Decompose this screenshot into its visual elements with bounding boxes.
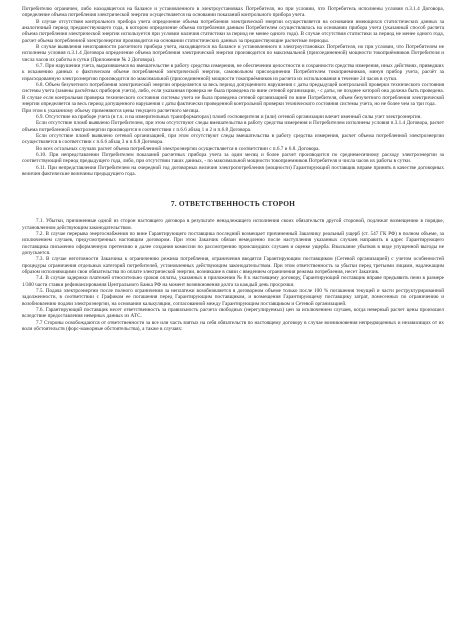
- paragraph: Если отсутствие пломб выявлено Потребителем, при этом отсутствуют следы вмешательства в работу средства измерения и Потребителем исполнены условия п.3.1.4 Договора, расчет объема потребленной электроэнергии производится в соответствии с п.6.6 абзац 1 и 2 и п.6.8 Договора.: [22, 120, 444, 133]
- paragraph: 7.7 Стороны освобождаются от ответственности за все или часть взятых на себя обязательств по настоящему договору в случае возникновения непредвиденных и независящих от их воли обстоятельств (форс-мажорные обстоятельства), а также в случаях:: [22, 319, 444, 333]
- paragraph: 7.3. В случае неготовности Заказчика к ограничению режима потребления, ограничения вводятся Гарантирующим поставщиком (Сетевой организацией) с учетом особенностей процедуры ограничения отдельных категорий потребителей, установленных действующим законодательством. При этом ответственность за убытки перед третьими лицами, надлежащим образом исполняющими свои обязательства по оплате электрической энергии, возникшие в связи с введением ограничения режима потребления, несет Заказчик.: [22, 256, 444, 276]
- paragraph: 6.8. Объем безучетного потребления электрической энергии определяется за весь период допущенного нарушения с даты предыдущей контрольной проверки технического состояния системы учета (замены расчётных приборов учета), либо, если указанная проверка не была проведена по вине сетевой организации, - с даты, не позднее которой она должна быть проведена. В случае если контрольная проверка технического состояния системы учета не была проведена сетевой организацией по вине Потребителя, объем безучетного потребления электрической энергии определяется за весь период допущенного нарушения с даты фактически проведенной контрольной проверки технического состояния системы учета, но не более чем за три года.: [22, 82, 444, 108]
- paragraph: 6.9. Отсутствие на приборе учета (в т.ч. и на измерительных трансформаторах) пломб госповерителя и (или) сетевой организации влечет именный силы учет электроэнергии.: [36, 113, 422, 120]
- paragraph: В случае отсутствия контрольного прибора учета определение объема потребления электрической энергии осуществляется на основании имеющихся статистических данных за аналогичный период предшествующего года, в котором определение объема потребления данным Потребителем осуществлялось на основании прибора учета (указанный способ расчета объема потребления электрической энергии используется при условии наличия статистики за период не менее одного года). В случае отсутствия статистики за период не менее одного года, расчет объема потребленной электроэнергии производится на основании статистических данных за предшествующие расчетные периоды.: [22, 18, 444, 44]
- spacer: [22, 177, 444, 190]
- paragraph: 7.5. Подача электроэнергии после полного ограничения за неплатежи возобновляется в договорном объеме только после 100 % погашения текущей и части реструктурированной задолженности, в соответствии с Графиком ее погашения перед Гарантирующим поставщиком, и возмещения Гарантирующему поставщику затрат, понесенных по ограничению и возобновлению подачи электроэнергии, на основании калькуляции, согласованной между Гарантирующим поставщиком и Сетевой организацией.: [22, 288, 444, 307]
- paragraph: 7.1. Убытки, причиненные одной из сторон настоящего договора в результате ненадлежащего исполнения своих обязательств другой стороной, подлежат возмещению в порядке, установленном действующим законодательством.: [22, 218, 444, 231]
- paragraph: 7.4. В случае задержки платежей относительно сроков оплаты, указанных в приложении № 8 к настоящему договору, Гарантирующий поставщик вправе предъявить пени в размере 1/300 части ставки рефинансирования Центрального Банка РФ на момент возникновения долга за каждый день просрочки.: [22, 275, 444, 288]
- paragraph: При этом к указанному объему применяются цены текущего расчетного месяца.: [22, 107, 200, 114]
- paragraph: 7.2. В случае перерыва энергоснабжения по вине Гарантирующего поставщика последний возмещает причиненный Заказчику реальный ущерб (ст. 547 ГК РФ) в полном объеме, за исключением случаев, предусмотренных настоящим договором. При этом Заказчик обязан немедленно после наступления указанных случаев направить в адрес Гарантирующего поставщика письменно оформленную претензию и далее создания комиссии по рассмотрению происшедших случаев и оценке ущерба. Взыскание убытков в виде упущенной выгоды не допускается.: [22, 230, 444, 256]
- section-heading: 7. ОТВЕТСТВЕННОСТЬ СТОРОН: [170, 199, 296, 209]
- bottom-section: [22, 218, 444, 332]
- paragraph: 6.11. При непредставлении Потребителем на очередной год договорных величин электропотребления (мощности) Гарантирующий поставщик вправе принять в качестве договорных величин фактические величины предыдущего года.: [22, 164, 444, 177]
- paragraph: 6.10. При непредставлении Потребителем показаний расчетных прибора учета за один месяц и более расчет производится по среднемесячному расходу электроэнергии за соответствующий период предыдущего года, либо, при отсутствии таких данных, - по максимальной мощности токоприемников Потребителя и числа часов их работы в сутки.: [22, 151, 444, 165]
- paragraph: Потребителю ограничен, либо находящегося на балансе и установленного в электроустановках Потребителя, но при условии, что Потребитель исполнены условия п.3.1.4 Договора, определение объема потребления электрической энергии осуществляется на основании показаний контрольного прибора учета.: [22, 6, 444, 19]
- paragraph: В случае выявления неисправности расчетного прибора учета, находящегося на балансе и установленного в электроустановках Потребителя, но при условии, что Потребителем не исполнены условия п.3.1.4 Договора определение объема потребления электрической энергии производится по максимальной (присоединенной) мощности токоприёмников Потребителя и числа часов их работы в сутки (Приложение № 2 Договора).: [22, 44, 444, 63]
- paragraph: Если отсутствие пломб выявлено сетевой организацией, при этом отсутствуют следы вмешательства в работу средства измерения, расчет объема потребленной электроэнергии осуществляется в соответствии с п.6.6 абзац 3 и п.6.8 Договора.: [22, 132, 444, 146]
- paragraph: 6.7. При нарушении учета, выразившемся во вмешательстве в работу средства измерения, не обеспечении целостности и сохранности средства измерения, иных действиях, приведших к искажению данных о фактическом объеме потребляемой электрической энергии, самовольном присоединении Потребителем токоприемников, минуя прибор учета, расчёт за израсходованную электроэнергию производится по максимальной (присоединенной) мощности токоприёмников из расчета их использования в течение 24 часов в сутки.: [22, 63, 444, 82]
- paragraph: Во всех остальных случаях расчет объема потребленной электроэнергии осуществляется в соответствии с п.6.7 и 6.8. Договора.: [36, 145, 320, 152]
- paragraph: 7.6. Гарантирующий поставщик несет ответственность за правильность расчета свободных (нерегулируемых) цен за исключением случаев, когда неверный расчет цены произошел вследствие предоставления неверных данных из АТС.: [22, 307, 444, 320]
- top-section: [22, 6, 444, 177]
